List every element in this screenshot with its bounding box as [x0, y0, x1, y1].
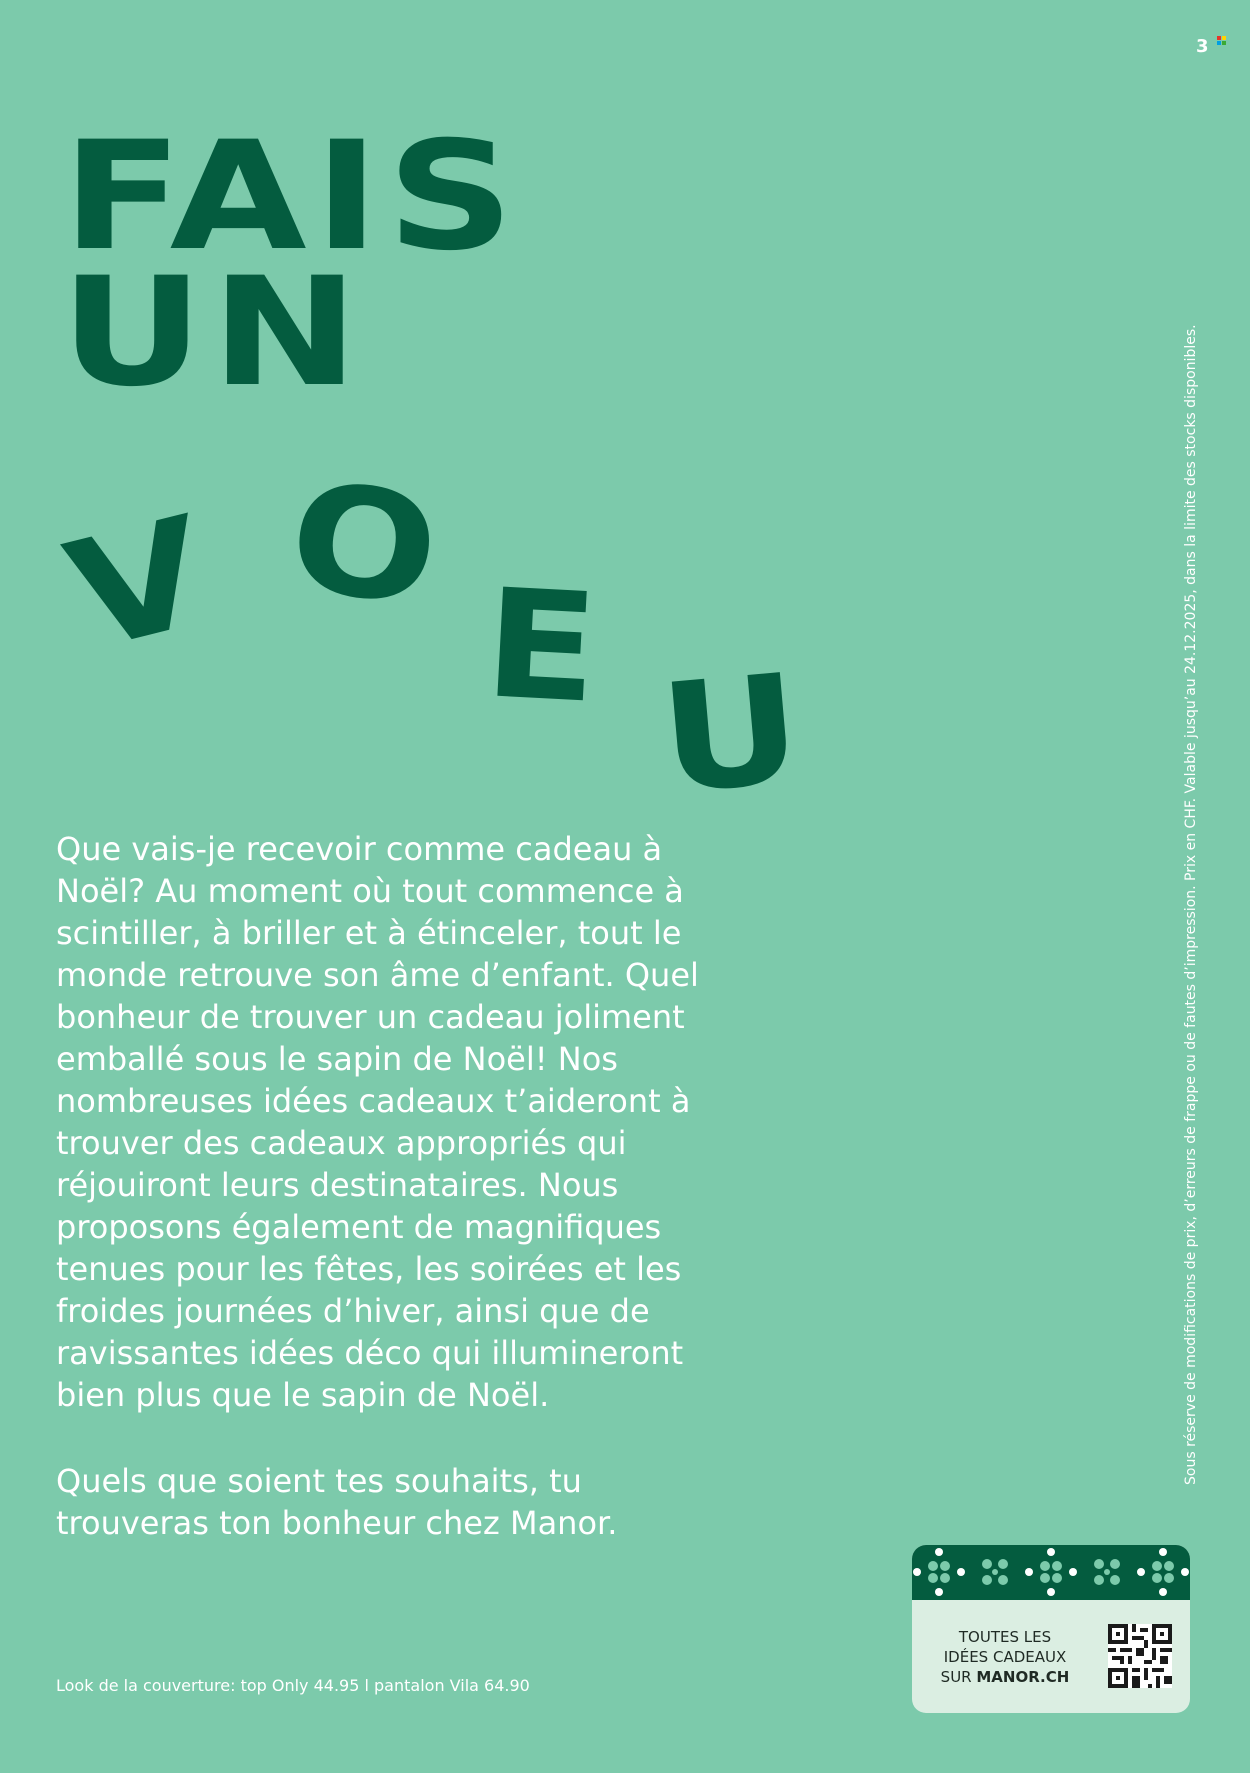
headline-un: UN: [60, 246, 367, 420]
headline-fais: FAIS: [62, 110, 522, 284]
body-paragraph-2: Quels que soient tes souhaits, tu trouveras ton bonheur chez Manor.: [56, 1462, 618, 1542]
cover-look-caption: Look de la couverture: top Only 44.95 l pantalon Vila 64.90: [56, 1676, 530, 1695]
legal-disclaimer: Sous réserve de modifications de prix, d’erreurs de frappe ou de fautes d’impression. Prix en CHF. Valable jusqu’au 24.12.2025, dans la limite des stocks disponibles.: [1183, 324, 1199, 1485]
headline-letter-e: E: [480, 557, 603, 737]
headline-letter-u: U: [653, 642, 809, 828]
headline-letter-v: V: [52, 484, 224, 686]
color-dots-icon: [1217, 36, 1226, 45]
qr-code-icon[interactable]: [1108, 1624, 1172, 1688]
gift-ideas-text: TOUTES LES IDÉES CADEAUX SUR MANOR.CH: [940, 1628, 1070, 1686]
page-number: 3: [1196, 36, 1209, 57]
gift-ideas-card[interactable]: [912, 1545, 1190, 1713]
headline-letter-o: O: [279, 448, 449, 642]
snowflake-pattern-icon: [912, 1545, 1190, 1600]
manor-link[interactable]: MANOR.CH: [976, 1668, 1070, 1686]
body-paragraph-1: Que vais-je recevoir comme cadeau à Noël? Au moment où tout commence à scintiller, à briller et à étinceler, tout le monde retrouve son âme d’enfant. Quel bonheur de trouver un cadeau joliment emballé sous le sapin de Noël! Nos nombreuses idées cadeaux t’aideront à trouver des cadeaux appropriés qui réjouiront leurs destinataires. Nous proposons également de magnifiques tenues pour les fêtes, les soirées et les froides journées d’hiver, ainsi que de ravissantes idées déco qui illumineront bien plus que le sapin de Noël.: [56, 830, 699, 1414]
